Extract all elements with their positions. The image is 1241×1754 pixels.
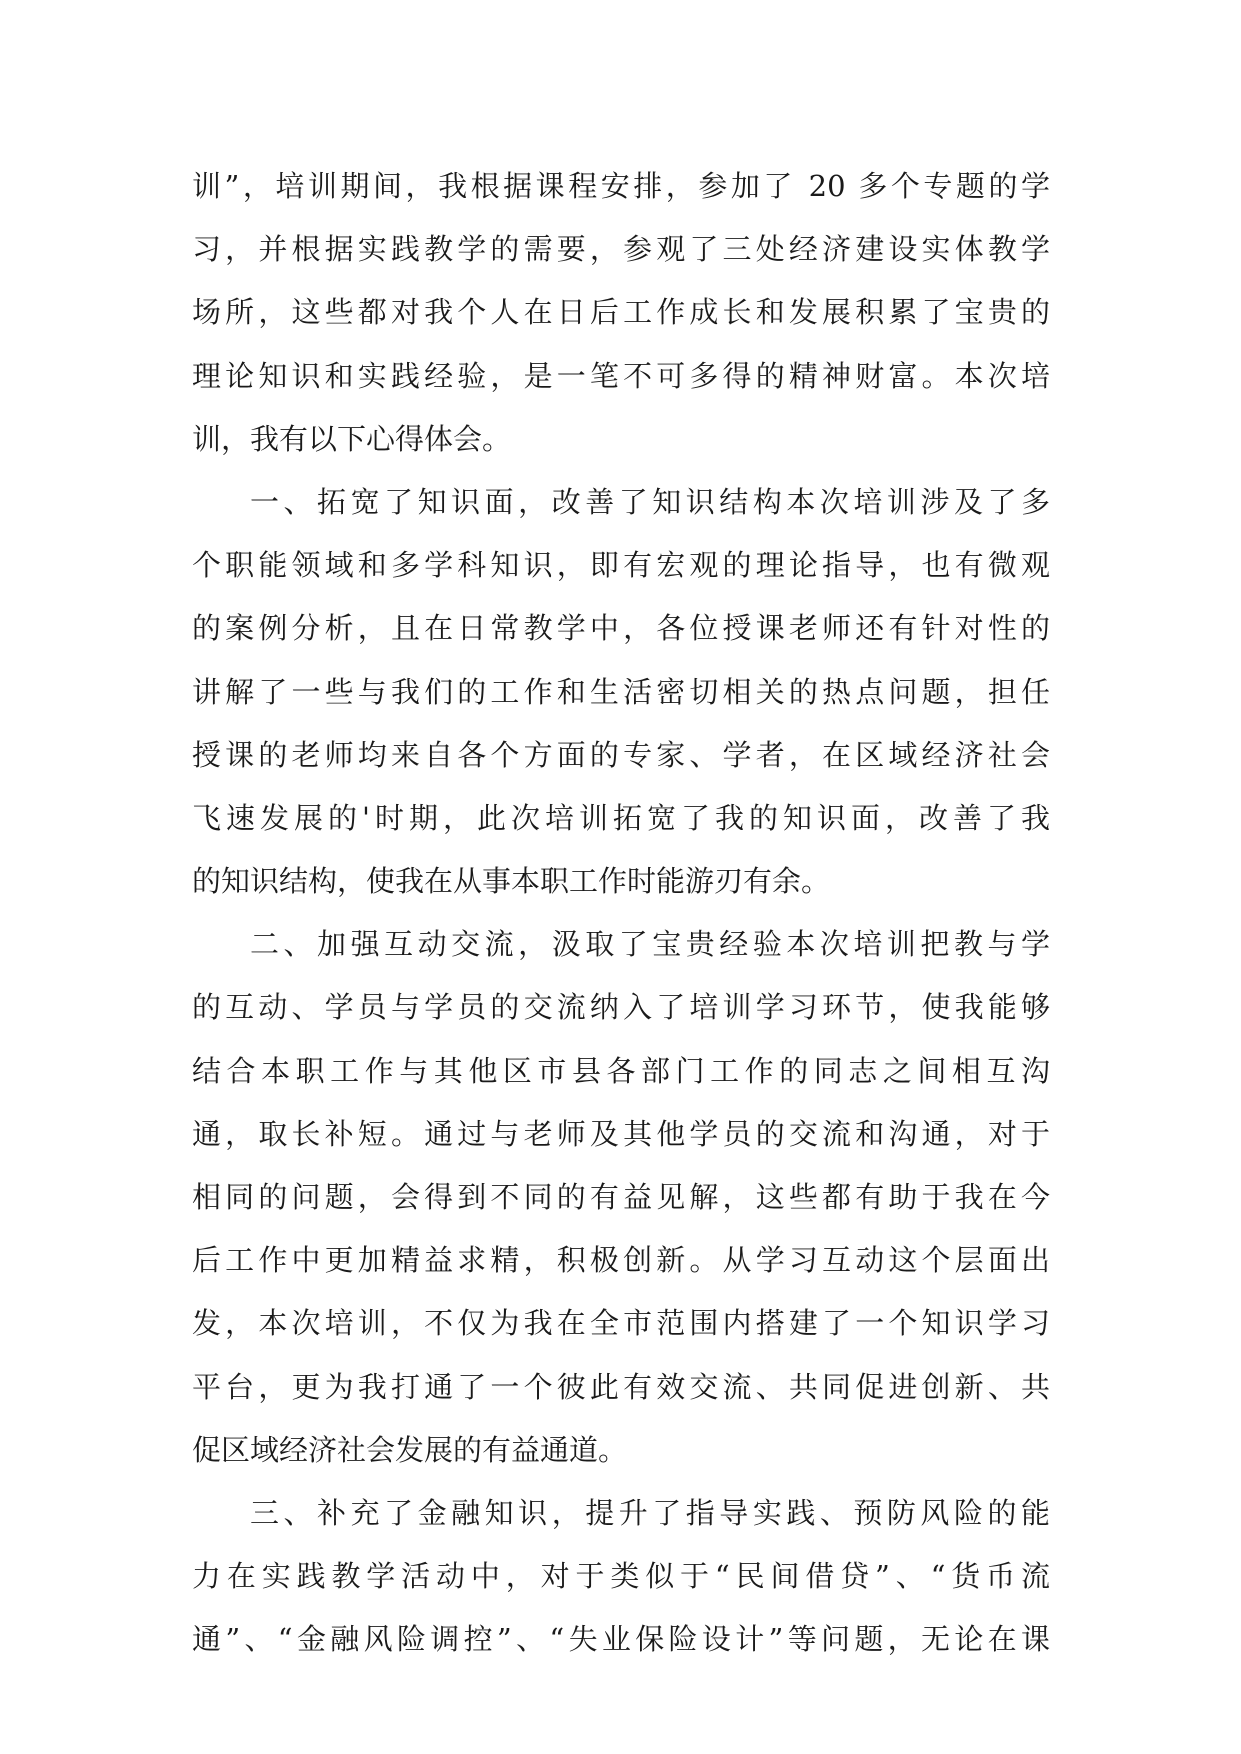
body-text [192,155,1050,1672]
paragraph-4 [192,1482,1050,1672]
text-line: 场所，这些都对我个人在日后工作成长和发展积累了宝贵的 [192,295,1050,330]
text-line: 的案例分析，且在日常教学中，各位授课老师还有针对性的 [192,611,1050,646]
text-line: 习，并根据实践教学的需要，参观了三处经济建设实体教学 [192,232,1050,267]
text-line: 的互动、学员与学员的交流纳入了培训学习环节，使我能够 [192,990,1050,1025]
text-line: 个职能领域和多学科知识，即有宏观的理论指导，也有微观 [192,548,1050,583]
text-line: 力在实践教学活动中，对于类似于“民间借贷”、“货币流 [192,1559,1050,1594]
text-line: 相同的问题，会得到不同的有益见解，这些都有助于我在今 [192,1180,1050,1214]
text-line: 通，取长补短。通过与老师及其他学员的交流和沟通，对于 [192,1116,1050,1151]
text-line: 促区域经济社会发展的有益通道。 [192,1432,628,1467]
text-line: 的知识结构，使我在从事本职工作时能游刃有余。 [192,864,831,899]
text-line: 飞速发展的'时期，此次培训拓宽了我的知识面，改善了我 [192,800,1050,835]
text-line: 授课的老师均来自各个方面的专家、学者，在区域经济社会 [192,737,1050,772]
text-line: 讲解了一些与我们的工作和生活密切相关的热点问题，担任 [192,674,1050,709]
text-line: 通”、“金融风险调控”、“失业保险设计”等问题，无论在课 [192,1622,1050,1657]
text-line: 一、拓宽了知识面，改善了知识结构本次培训涉及了多 [250,484,1050,519]
text-line: 训”，培训期间，我根据课程安排，参加了 20 多个专题的学 [192,169,1050,203]
text-line: 平台，更为我打通了一个彼此有效交流、共同促进创新、共 [192,1369,1050,1404]
text-line: 结合本职工作与其他区市县各部门工作的同志之间相互沟 [192,1053,1050,1088]
paragraph-3 [192,913,1050,1482]
text-line: 三、补充了金融知识，提升了指导实践、预防风险的能 [250,1495,1050,1530]
paragraph-1 [192,155,1050,471]
text-line: 训，我有以下心得体会。 [192,421,512,456]
text-line: 二、加强互动交流，汲取了宝贵经验本次培训把教与学 [250,927,1050,962]
text-line: 理论知识和实践经验，是一笔不可多得的精神财富。本次培 [192,358,1050,393]
paragraph-2 [192,471,1050,913]
text-line: 后工作中更加精益求精，积极创新。从学习互动这个层面出 [192,1243,1050,1278]
text-line: 发，本次培训，不仅为我在全市范围内搭建了一个知识学习 [192,1306,1050,1341]
